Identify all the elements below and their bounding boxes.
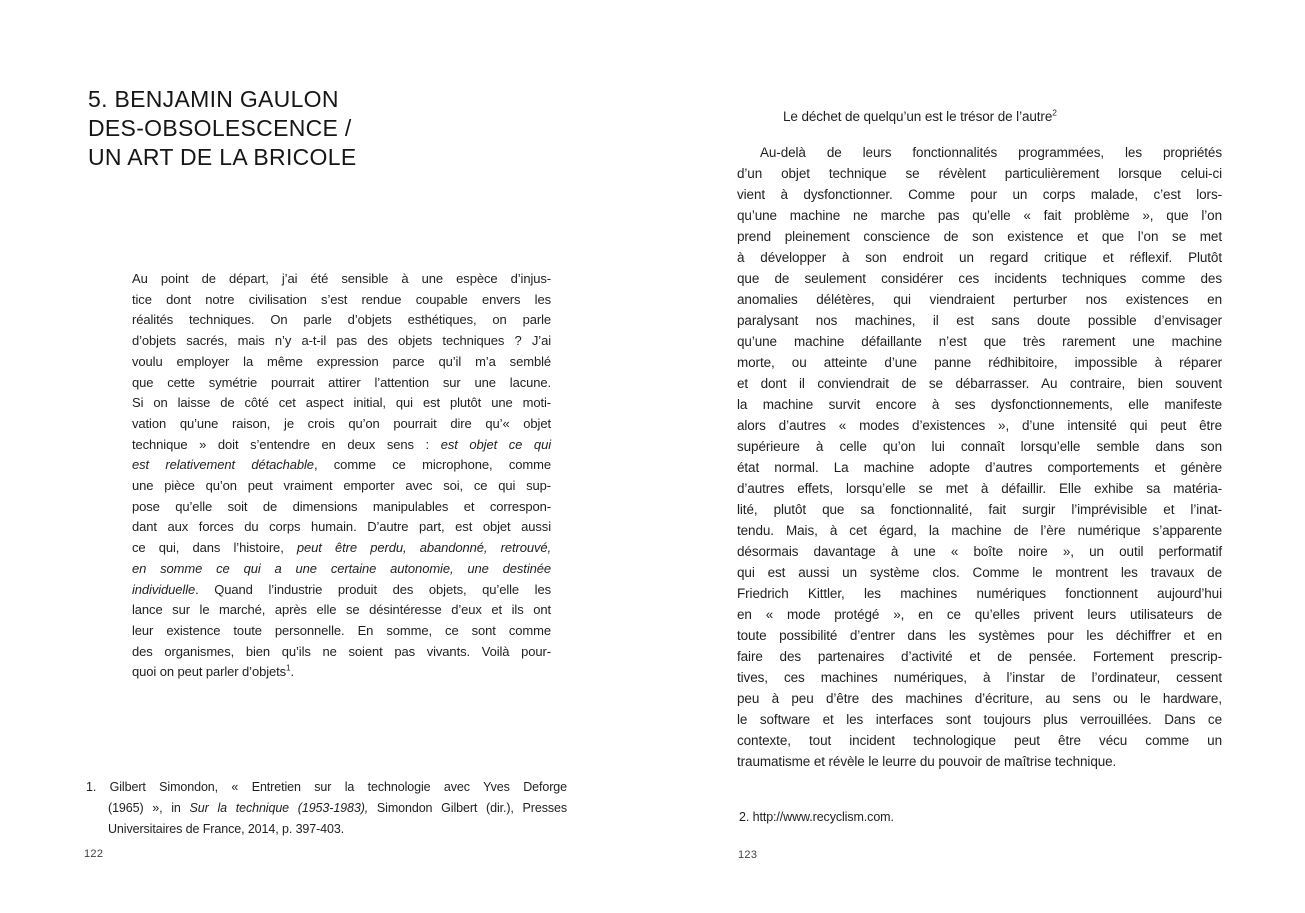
epigraph: Le déchet de quelqu’un est le trésor de l’autre$^2$: [783, 107, 1057, 124]
footnote-1: 1. Gilbert Simondon, « Entretien sur la technologie avec Yves Deforge (1965) », in Sur la technique (1953-1983), Simondon Gilbert (dir.), Presses Universitaires de France, 2014, p. 397-403.: [86, 780, 567, 836]
body-paragraph: Au-delà de leurs fonctionnalités programmées, les propriétés d’un objet technique se révèlent particulièrement lorsque celui-ci vient à dysfonctionner. Comme pour un corps malade, c’est lors- qu’une machine ne marche pas qu’elle « fait problème », que l’on prend pleinement conscience de son existence et que l’on se met à développer à son endroit un regard critique et réflexif. Plutôt que de seulement considérer ces incidents techniques comme des anomalies délétères, qui viendraient perturber nos existences en paralysant nos machines, il est sans doute possible d’envisager qu’une machine défaillante n’est que très rarement une machine morte, ou atteinte d’une panne rédhibitoire, impossible à réparer et dont il conviendrait de se débarrasser. Au contraire, bien souvent la machine survit encore à ses dysfonctionnements, elle manifeste alors d’autres « modes d’existences », d’une intensité qui peut être supérieure à celle qu’on lui connaît lorsqu’elle semble dans son état normal. La machine adopte d’autres comportements et génère d’autres effets, lorsqu’elle se met à défaillir. Elle exhibe sa matéria- lité, plutôt que sa fonctionnalité, fait surgir l’imprévisible et l’inat- tendu. Mais, à cet égard, la machine de l’ère numérique s’apparente désormais davantage à une « boîte noire », un outil performatif qui est aussi un système clos. Comme le montrent les travaux de Friedrich Kittler, les machines numériques fonctionnent aujourd’hui en « mode protégé », en ce qu’elles privent leurs utilisateurs de toute possibilité d’entrer dans les systèmes pour les déchiffrer et en faire des partenaires d’activité et de pensée. Fortement prescrip- tives, ces machines numériques, à l’instar de l’ordinateur, cessent peu à peu d’être des machines d’écriture, au sens ou le hardware, le software et les interfaces sont toujours plus verrouillées. Dans ce contexte, tout incident technologique peut être vécu comme un traumatisme et révèle le leurre du pouvoir de maîtrise technique.: [737, 145, 1222, 769]
blockquote-simondon: Au point de départ, j’ai été sensible à une espèce d’injus- tice dont notre civilisation s’est rendue coupable envers les réalités techniques. On parle d’objets esthétiques, on parle d’objets sacrés, mais n’y a-t-il pas des objets techniques ? J’ai voulu employer la même expression parce qu’il m’a semblé que cette symétrie pourrait attirer l’attention sur une lacune. Si on laisse de côté cet aspect initial, qui est plutôt une moti- vation qu’une raison, je crois qu’on pourrait dire qu’« objet technique » doit s’entendre en deux sens : est objet ce qui est relativement détachable, comme ce microphone, comme une pièce qu’on peut vraiment emporter avec soi, ce qui sup- pose qu’elle soit de dimensions manipulables et correspon- dant aux forces du corps humain. D’autre part, est objet aussi ce qui, dans l’histoire, peut être perdu, abandonné, retrouvé, en somme ce qui a une certaine autonomie, une destinée individuelle. Quand l’industrie produit des objets, qu’elle les lance sur le marché, après elle se désintéresse d’eux et ils ont leur existence toute personnelle. En somme, ce sont comme des organismes, bien qu’ils ne soient pas vivants. Voilà pour- quoi on peut parler d’objets$^1$.: [132, 271, 552, 680]
page-number-right: 123: [738, 849, 758, 861]
chapter-title: [88, 85, 508, 172]
page-number-left: 122: [84, 848, 104, 860]
chapter-title-line-3: UN ART DE LA BRICOLE: [88, 144, 357, 170]
footnote-2: 2. http://www.recyclism.com.: [739, 810, 894, 824]
chapter-title-line-2: DES-OBSOLESCENCE /: [88, 115, 352, 141]
chapter-title-line-1: 5. BENJAMIN GAULON: [88, 86, 339, 112]
